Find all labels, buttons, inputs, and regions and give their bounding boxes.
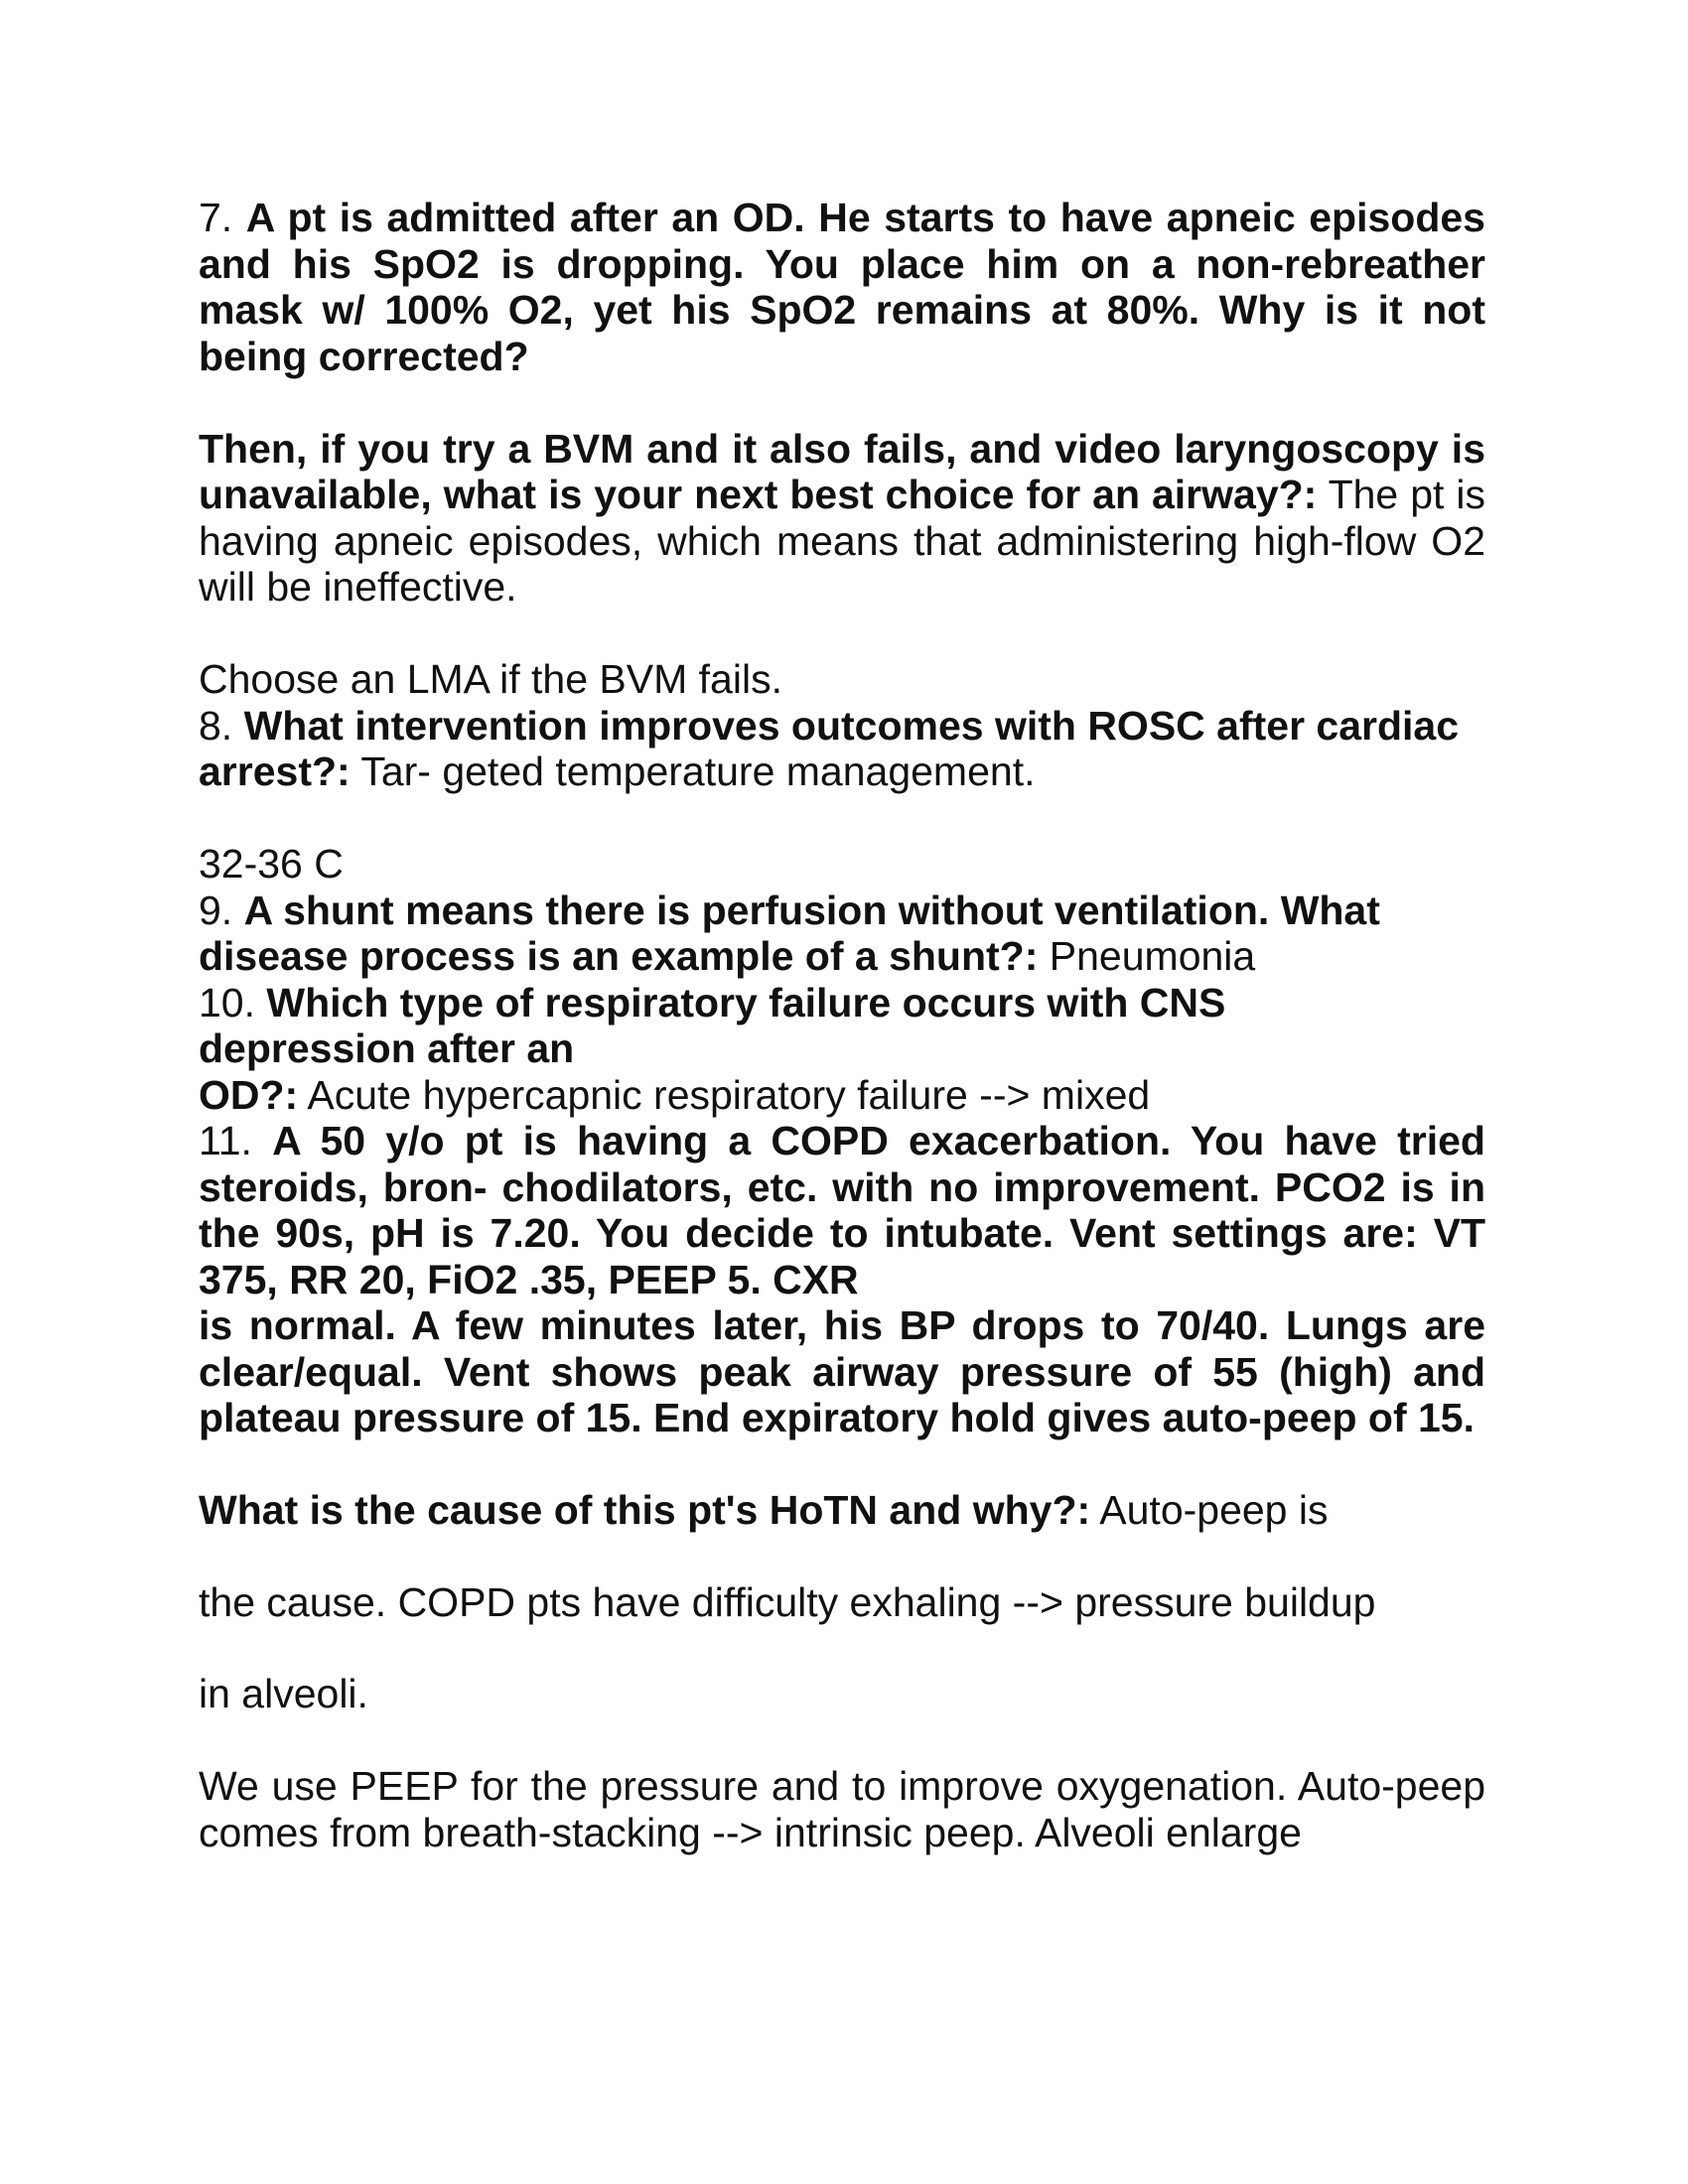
answer-line-2: the cause. COPD pts have difficulty exhaling --> pressure buildup <box>199 1578 1376 1625</box>
question-number: 7. <box>199 195 233 240</box>
question-number: 10. <box>199 979 255 1025</box>
question-number: 11. <box>199 1118 252 1163</box>
answer-text-2: 32-36 C <box>199 841 344 887</box>
answer-text: Tar- geted temperature management. <box>360 749 1036 794</box>
question-11 <box>199 1118 1485 1302</box>
question-7 <box>199 195 1485 379</box>
question-text-line-2: depression after an <box>199 1025 575 1071</box>
followup-question: Then, if you try a BVM and it also fails, and video laryngoscopy is unavailable, what is your next best choice for an airway?: <box>199 425 1485 517</box>
answer-line-1: Auto-peep is <box>1099 1487 1329 1533</box>
question-text-part-2: is normal. A few minutes later, his BP drops to 70/40. Lungs are clear/equal. Vent shows peak airway pressure of 55 (high) and plateau pressure of 15. End expiratory hold gives auto-peep of 15. <box>199 1302 1485 1440</box>
question-9 <box>199 887 1485 980</box>
answer-text: Acute hypercapnic respiratory failure --> mixed <box>307 1071 1151 1118</box>
question-11-followup <box>199 1487 1485 1534</box>
answer-text: Pneumonia <box>1049 933 1256 979</box>
question-text: A pt is admitted after an OD. He starts to have apneic episodes and his SpO2 is dropping. You place him on a non-rebreather mask w/ 100% O2, yet his SpO2 remains at 80%. Why is it not being corrected? <box>199 195 1485 379</box>
question-7-followup <box>199 426 1485 611</box>
answer-text-2: Choose an LMA if the BVM fails. <box>199 656 782 702</box>
question-number: 9. <box>199 887 233 933</box>
followup-question: What is the cause of this pt's HoTN and why?: <box>199 1487 1091 1533</box>
question-text-line-1: Which type of respiratory failure occurs with CNS <box>266 979 1226 1025</box>
document-page <box>199 195 1485 1855</box>
answer-line-3: in alveoli. <box>199 1671 368 1716</box>
question-10 <box>199 980 1485 1026</box>
question-8 <box>199 703 1485 795</box>
question-text-part-1: A 50 y/o pt is having a COPD exacerbation. You have tried steroids, bron- chodilators, etc. with no improvement. PCO2 is in the 90s, pH is 7.20. You decide to intubate. Vent settings are: VT 375, RR 20, FiO2 .35, PEEP 5. CXR <box>199 1118 1485 1302</box>
question-text: A shunt means there is perfusion without ventilation. What disease process is an example of a shunt?: <box>199 887 1380 979</box>
answer-paragraph: We use PEEP for the pressure and to improve oxygenation. Auto-peep comes from breath-stacking --> intrinsic peep. Alveoli enlarge <box>199 1763 1485 1855</box>
answer-text: The pt is having apneic episodes, which means that administering high-flow O2 will be ineffective. <box>199 472 1485 610</box>
question-number: 8. <box>199 702 233 749</box>
question-text: What intervention improves outcomes with ROSC after cardiac arrest?: <box>199 702 1460 794</box>
question-10-answer-line <box>199 1072 1485 1119</box>
question-text-line-3: OD?: <box>199 1071 299 1118</box>
